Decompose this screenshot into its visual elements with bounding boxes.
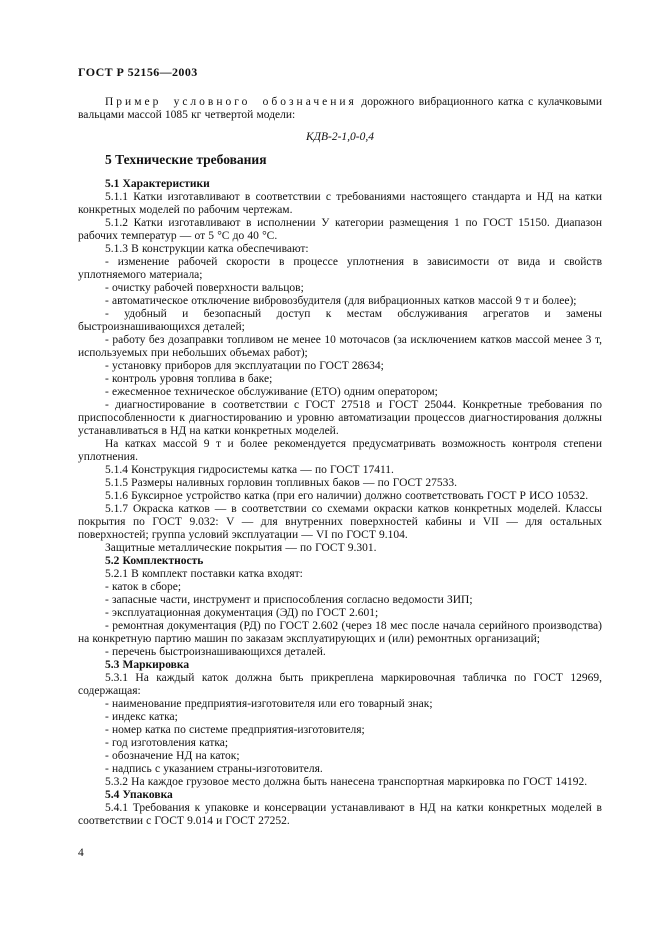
paragraph: - номер катка по системе предприятия-изготовителя; [105, 724, 365, 736]
paragraph: - ремонтная документация (РД) по ГОСТ 2.602 (через 18 мес после начала серийного производства) на конкретную партию машин по заказам эксплуатирующих и (или) ремонтных организаций; [78, 620, 602, 645]
paragraph: 5.1.4 Конструкция гидросистемы катка — по ГОСТ 17411. [105, 464, 394, 476]
spaced-lead-text: Пример условного обозначения [105, 96, 357, 108]
paragraph: 5.1.5 Размеры наливных горловин топливных баков — по ГОСТ 27533. [105, 477, 458, 489]
paragraph: 5.1.1 Катки изготавливают в соответствии с требованиями настоящего стандарта и НД на катки конкретных моделей по рабочим чертежам. [78, 191, 602, 216]
paragraph: - работу без дозаправки топливом не менее 10 моточасов (за исключением катков массой менее 3 т, используемых при небольших объемах работ); [78, 334, 602, 359]
paragraph: - эксплуатационная документация (ЭД) по ГОСТ 2.601; [105, 607, 379, 619]
paragraph: 5.1.7 Окраска катков — в соответствии со схемами окраски катков конкретных моделей. Классы покрытия по ГОСТ 9.032: V — для внутренних поверхностей кабины и VII — для остальных поверхностей; группа условий эксплуатации — VI по ГОСТ 9.104. [78, 503, 602, 541]
paragraph: - обозначение НД на каток; [105, 750, 240, 762]
subsection-heading: 5.2 Комплектность [105, 555, 204, 567]
paragraph: - контроль уровня топлива в баке; [105, 373, 273, 385]
paragraph: 5.4.1 Требования к упаковке и консервации устанавливают в НД на катки конкретных моделей в соответствии с ГОСТ 9.014 и ГОСТ 27252. [78, 802, 602, 827]
paragraph: - диагностирование в соответствии с ГОСТ 27518 и ГОСТ 25044. Конкретные требования по приспособленности к диагностированию и уровню автоматизации процессов диагностирования должны устанавливаться в НД на катки конкретных моделей. [78, 399, 602, 437]
example-paragraph: Пример условного обозначения дорожного вибрационного катка с кулачковыми вальцами массой 1085 кг четвертой модели: [78, 96, 602, 121]
paragraph: Защитные металлические покрытия — по ГОСТ 9.301. [105, 542, 377, 554]
paragraph: - удобный и безопасный доступ к местам обслуживания агрегатов и замены быстроизнашивающихся деталей; [78, 308, 602, 333]
subsection-heading: 5.1 Характеристики [105, 178, 210, 190]
paragraph: - очистку рабочей поверхности вальцов; [105, 282, 304, 294]
paragraph: - автоматическое отключение вибровозбудителя (для вибрационных катков массой 9 т и более); [105, 295, 577, 307]
paragraph: - надпись с указанием страны-изготовителя. [105, 763, 323, 775]
paragraph: - запасные части, инструмент и приспособления согласно ведомости ЗИП; [105, 594, 473, 606]
subsection-heading: 5.3 Маркировка [105, 659, 190, 671]
paragraph: - установку приборов для эксплуатации по ГОСТ 28634; [105, 360, 384, 372]
paragraph: - индекс катка; [105, 711, 178, 723]
paragraph: 5.3.2 На каждое грузовое место должна быть нанесена транспортная маркировка по ГОСТ 14192. [105, 776, 588, 788]
subsection-heading: 5.4 Упаковка [105, 789, 173, 801]
paragraph: 5.1.3 В конструкции катка обеспечивают: [105, 243, 309, 255]
formula-designation: КДВ-2-1,0-0,4 [306, 131, 374, 143]
document-body [78, 66, 602, 828]
paragraph: - каток в сборе; [105, 581, 182, 593]
document-header: ГОСТ Р 52156—2003 [78, 65, 198, 79]
paragraph: - ежесменное техническое обслуживание (ЕТО) одним оператором; [105, 386, 438, 398]
section-heading: 5 Технические требования [105, 152, 267, 167]
paragraph: 5.1.2 Катки изготавливают в исполнении У категории размещения 1 по ГОСТ 15150. Диапазон рабочих температур — от 5 °С до 40 °С. [78, 217, 602, 242]
paragraph: - перечень быстроизнашивающихся деталей. [105, 646, 326, 658]
paragraph: 5.3.1 На каждый каток должна быть прикреплена маркировочная табличка по ГОСТ 12969, содержащая: [78, 672, 602, 697]
page-number: 4 [78, 847, 84, 859]
paragraph: На катках массой 9 т и более рекомендуется предусматривать возможность контроля степени уплотнения. [78, 438, 602, 463]
paragraph: 5.2.1 В комплект поставки катка входят: [105, 568, 303, 580]
paragraph: - наименование предприятия-изготовителя или его товарный знак; [105, 698, 433, 710]
document-content [78, 96, 602, 828]
paragraph: 5.1.6 Буксирное устройство катка (при его наличии) должно соответствовать ГОСТ Р ИСО 10532. [105, 490, 589, 502]
paragraph: - год изготовления катка; [105, 737, 229, 749]
paragraph: - изменение рабочей скорости в процессе уплотнения в зависимости от вида и свойств уплотняемого материала; [78, 256, 602, 281]
